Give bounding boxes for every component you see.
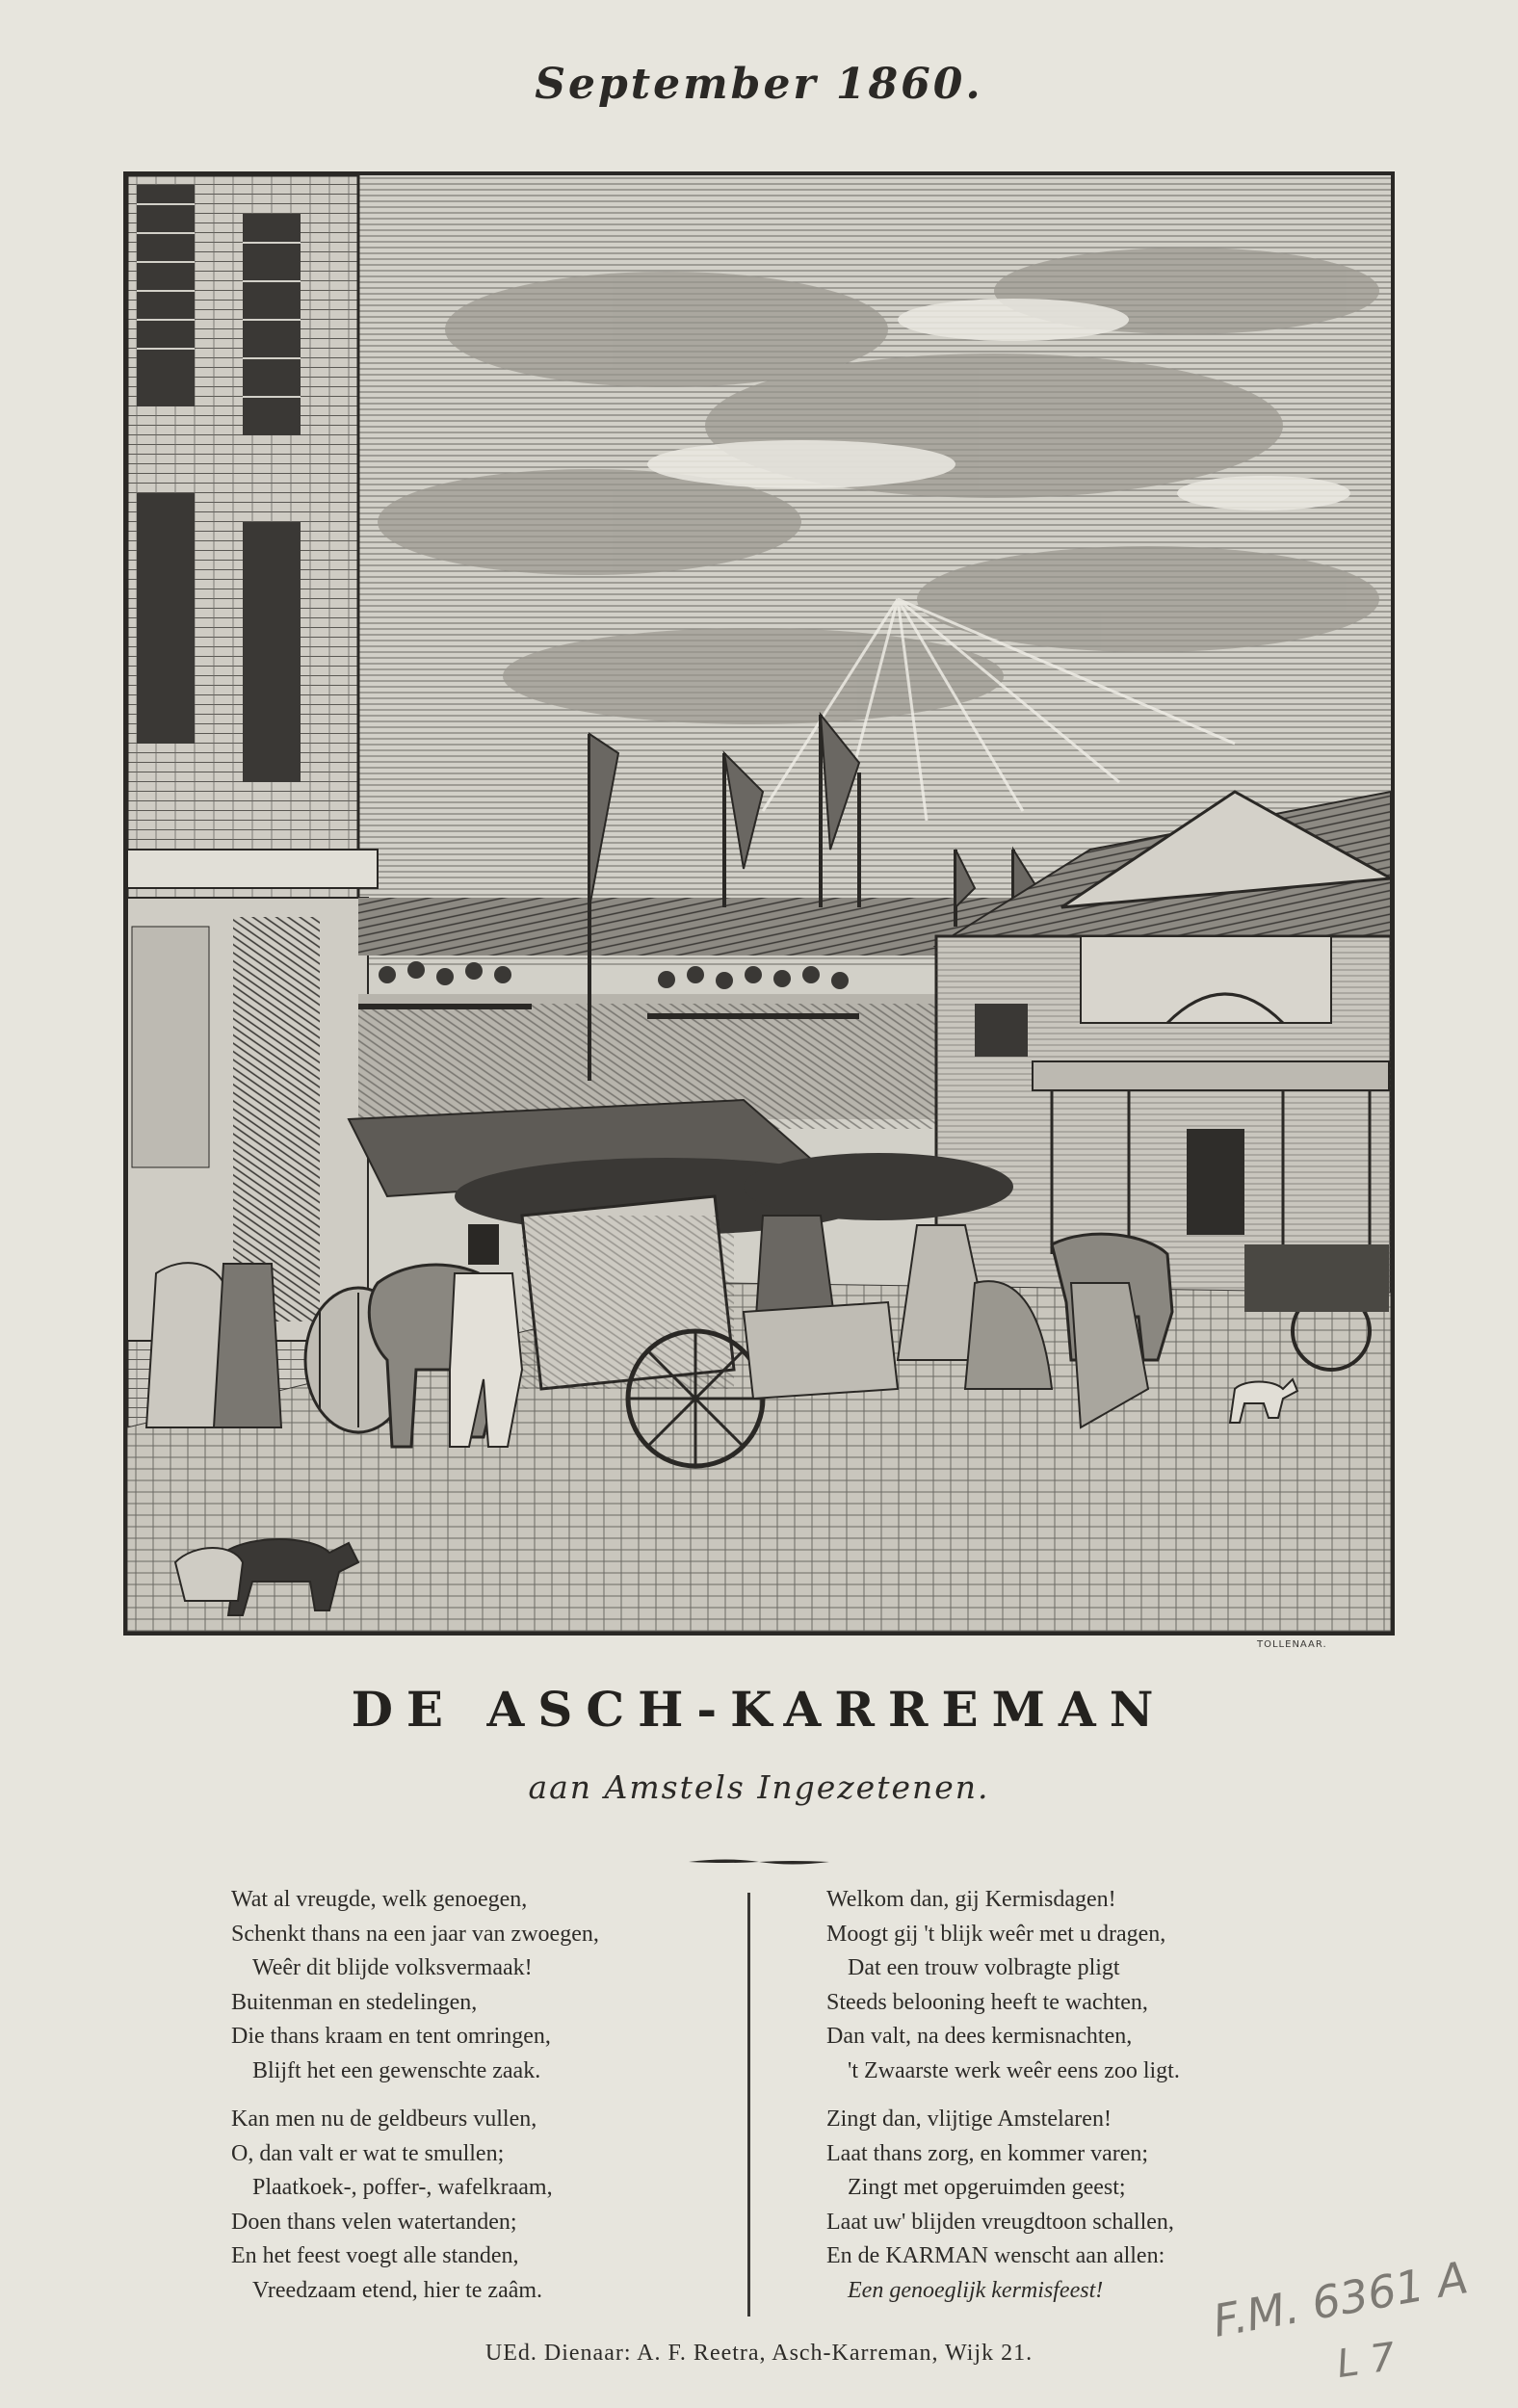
verse-line: En de KARMAN wenscht aan allen: — [826, 2243, 1165, 2268]
verse-line: Zingt met opgeruimden geest; — [848, 2175, 1126, 2200]
verse-line: Doen thans velen watertanden; — [231, 2209, 517, 2235]
verse-line: Welkom dan, gij Kermisdagen! — [826, 1887, 1116, 1912]
verse-line: Schenkt thans na een jaar van zwoegen, — [231, 1921, 599, 1947]
signature-line: UEd. Dienaar: A. F. Reetra, Asch-Karreman, Wijk 21. — [484, 2341, 1034, 2366]
poem-subtitle: aan Amstels Ingezetenen. — [528, 1768, 990, 1806]
verse-line: Wat al vreugde, welk genoegen, — [231, 1887, 528, 1912]
catalog-number: F.M. 6361 A — [1209, 2251, 1472, 2347]
catalog-annotation — [1202, 2251, 1491, 2398]
engraving-illustration — [123, 171, 1395, 1636]
verse-line: O, dan valt er wat te smullen; — [231, 2140, 505, 2166]
verse-line: Weêr dit blijde volksvermaak! — [252, 1955, 533, 1980]
stanza — [231, 2103, 732, 2308]
verse-line: Dan valt, na dees kermisnachten, — [826, 2024, 1133, 2049]
verse-line: En het feest voegt alle standen, — [231, 2243, 519, 2268]
verse-line: Plaatkoek-, poffer-, wafelkraam, — [252, 2175, 553, 2200]
verse-line: Blijft het een gewenschte zaak. — [252, 2057, 541, 2083]
verse-line: Laat thans zorg, en kommer varen; — [826, 2140, 1149, 2166]
engraver-credit: TOLLENAAR. — [1257, 1639, 1327, 1650]
poem-column-right — [826, 1883, 1327, 2322]
verse-line: Een genoeglijk kermisfeest! — [848, 2277, 1104, 2303]
verse-line: Laat uw' blijden vreugdtoon schallen, — [826, 2209, 1174, 2235]
stanza — [826, 1883, 1327, 2088]
poem-column-left — [231, 1883, 732, 2322]
ornament-divider — [689, 1857, 829, 1867]
stanza — [231, 1883, 732, 2088]
verse-line: 't Zwaarste werk weêr eens zoo ligt. — [848, 2057, 1180, 2083]
verse-line: Steeds belooning heeft te wachten, — [826, 1989, 1148, 2015]
column-divider — [747, 1893, 750, 2316]
date-heading: September 1860. — [535, 60, 983, 109]
verse-line: Die thans kraam en tent omringen, — [231, 2024, 551, 2049]
verse-line: Moogt gij 't blijk weêr met u dragen, — [826, 1921, 1166, 1947]
catalog-subnumber: L 7 — [1334, 2335, 1399, 2387]
verse-line: Dat een trouw volbragte pligt — [848, 1955, 1120, 1980]
verse-line: Zingt dan, vlijtige Amstelaren! — [826, 2107, 1112, 2132]
verse-line: Kan men nu de geldbeurs vullen, — [231, 2107, 537, 2132]
verse-line: Buitenman en stedelingen, — [231, 1989, 478, 2015]
verse-line: Vreedzaam etend, hier te zaâm. — [252, 2277, 543, 2303]
poem-title: DE ASCH-KARREMAN — [351, 1681, 1167, 1738]
